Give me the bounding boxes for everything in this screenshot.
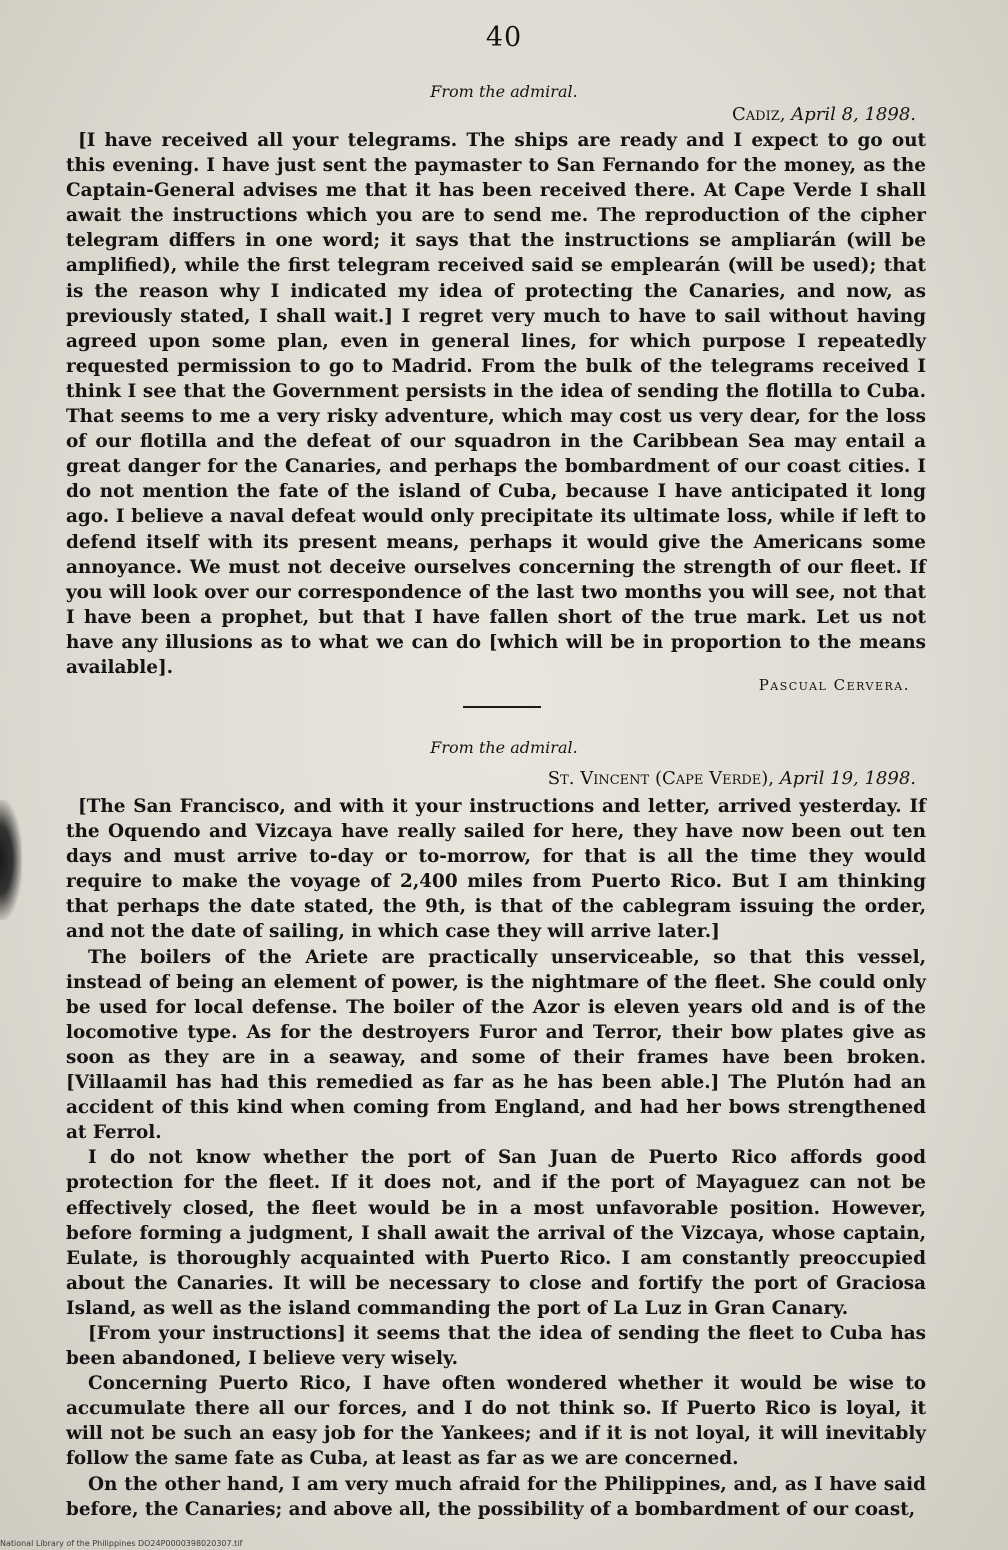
letter1-heading: From the admiral. — [430, 82, 578, 101]
letter2-heading: From the admiral. — [430, 738, 578, 757]
letter1-date: April 8, 1898. — [791, 104, 916, 125]
letter1-body — [66, 128, 926, 680]
letter2-paragraph-4: [From your instructions] it seems that the idea of sending the fleet to Cuba has been abandoned, I believe very wisely. — [66, 1322, 926, 1370]
scan-blot — [0, 800, 22, 920]
letter2-dateline — [548, 768, 916, 789]
letter1-place: Cadiz, — [731, 104, 786, 125]
letter2-place: St. Vincent (Cape Verde), — [547, 768, 775, 789]
letter2-date: April 19, 1898. — [779, 768, 916, 789]
letter2-paragraph-2: The boilers of the Ariete are practically unserviceable, so that this vessel, instead of being an element of power, is the nightmare of the fleet. She could only be used for local defense. The boiler of the Azor is eleven years old and is of the locomotive type. As for the destroyers Furor and Terror, their bow plates give as soon as they are in a seaway, and some of their frames have been broken. [Villaamil has had this remedied as far as he has been able.] The Plutón had an accident of this kind when coming from England, and had her bows strengthened at Ferrol. — [66, 946, 926, 1144]
letter2-paragraph-6: On the other hand, I am very much afraid for the Philippines, and, as I have said before, the Canaries; and above all, the possibility of a bombardment of our coast, — [66, 1473, 926, 1520]
page-number: 40 — [485, 22, 523, 53]
letter2-body — [66, 794, 926, 1522]
scan-footer: National Library of the Philippines DO24P0000398020307.tif — [0, 1539, 243, 1548]
letter2-paragraph-3: I do not know whether the port of San Juan de Puerto Rico affords good protection for the fleet. If it does not, and if the port of Mayaguez can not be effectively closed, the fleet would be in a most unfavorable position. However, before forming a judgment, I shall await the arrival of the Vizcaya, whose captain, Eulate, is thoroughly acquainted with Puerto Rico. I am constantly preoccupied about the Canaries. It will be necessary to close and fortify the port of Graciosa Island, as well as the island commanding the port of La Luz in Gran Canary. — [66, 1147, 926, 1319]
letter1-signature: Pascual Cervera. — [758, 676, 910, 694]
letter1-dateline — [732, 104, 916, 125]
letter2-paragraph-1: [The San Francisco, and with it your instructions and letter, arrived yesterday. If the Oquendo and Vizcaya have really sailed for here, they have now been out ten days and must arrive to-day or to-morrow, for that is all the time they would require to make the voyage of 2,400 miles from Puerto Rico. But I am thinking that perhaps the date stated, the 9th, is that of the cablegram issuing the order, and not the date of sailing, in which case they will arrive later.] — [66, 796, 926, 943]
section-divider — [463, 706, 541, 708]
letter1-paragraph: [I have received all your telegrams. The ships are ready and I expect to go out this evening. I have just sent the paymaster to San Fernando for the money, as the Captain-General advises me that it has been received there. At Cape Verde I shall await the instructions which you are to send me. The reproduction of the cipher telegram differs in one word; it says that the instructions se ampliarán (will be amplified), while the first telegram received said se emplearán (will be used); that is the reason why I indicated my idea of protecting the Canaries, and now, as previously stated, I shall wait.] I regret very much to have to sail without having agreed upon some plan, even in general lines, for which purpose I repeatedly requested permission to go to Madrid. From the bulk of the telegrams received I think I see that the Government persists in the idea of sending the flotilla to Cuba. That seems to me a very risky adventure, which may cost us very dear, for the loss of our flotilla and the defeat of our squadron in the Caribbean Sea may entail a great danger for the Canaries, and perhaps the bombardment of our coast cities. I do not mention the fate of the island of Cuba, because I have anticipated it long ago. I believe a naval defeat would only precipitate its ultimate loss, while if left to defend itself with its present means, perhaps it would give the Americans some annoyance. We must not deceive ourselves concerning the strength of our fleet. If you will look over our correspondence of the last two months you will see, not that I have been a prophet, but that I have fallen short of the true mark. Let us not have any illusions as to what we can do [which will be in proportion to the means available]. — [66, 130, 926, 678]
letter2-paragraph-5: Concerning Puerto Rico, I have often wondered whether it would be wise to accumulate there all our forces, and I do not think so. If Puerto Rico is loyal, it will not be such an easy job for the Yankees; and if it is not loyal, it will inevitably follow the same fate as Cuba, at least as far as we are concerned. — [66, 1373, 926, 1470]
